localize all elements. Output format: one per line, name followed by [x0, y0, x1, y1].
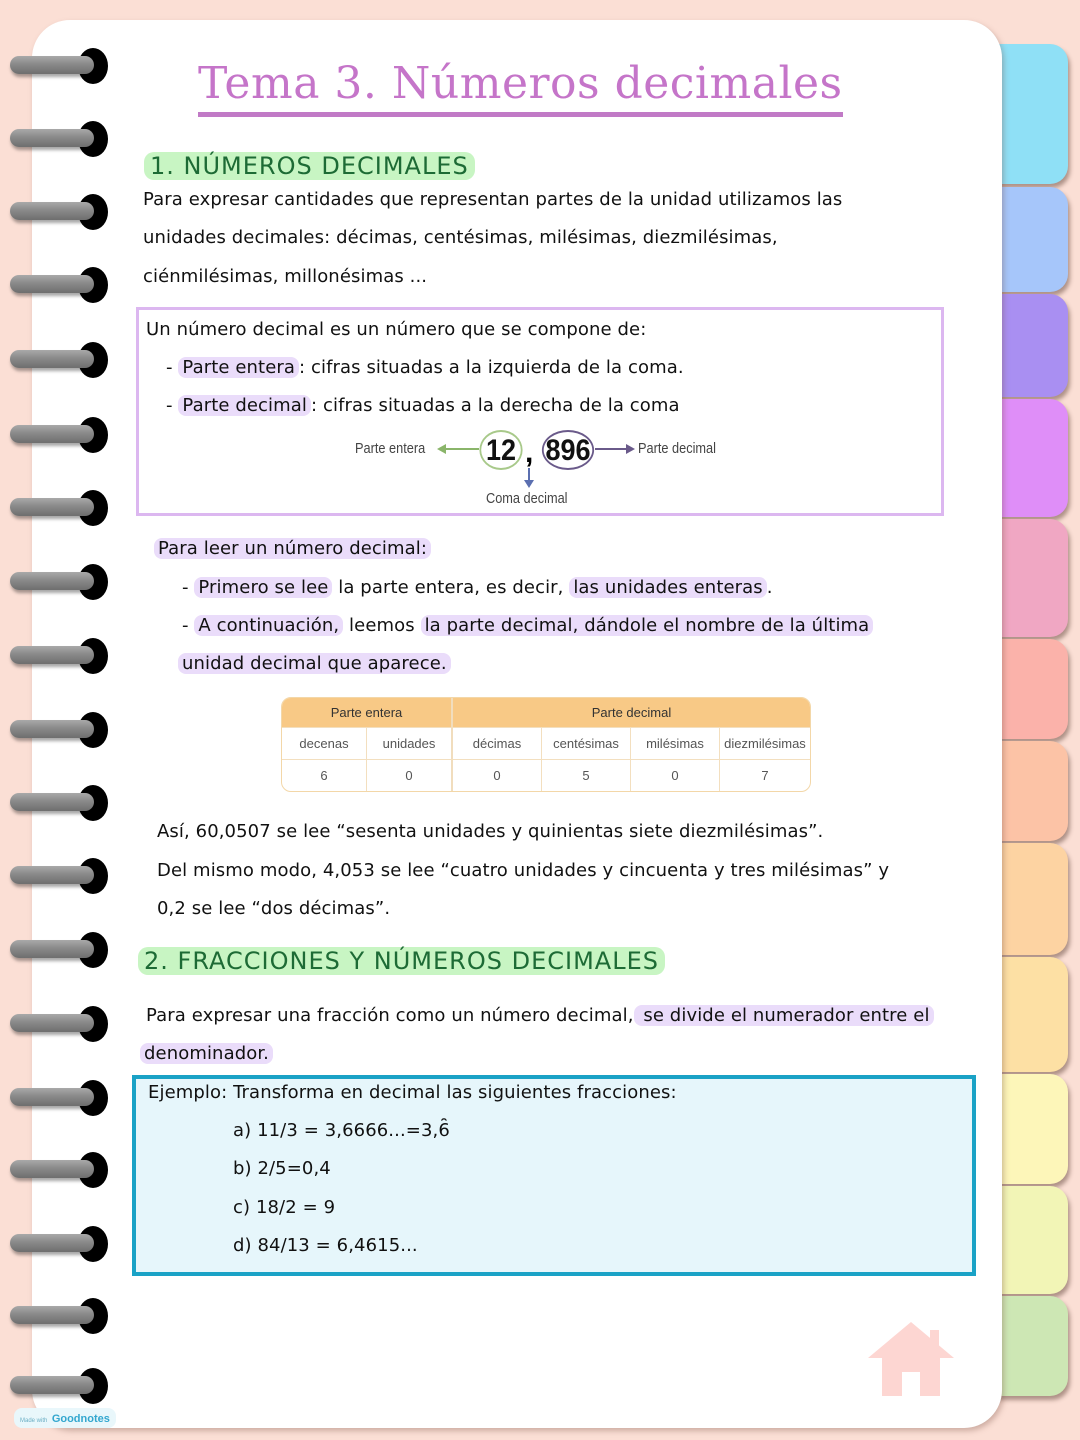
example-box-title: Ejemplo: Transforma en decimal las siguientes fracciones:	[148, 1082, 677, 1103]
intro-line-3: ciénmilésimas, millonésimas ...	[143, 266, 428, 287]
example-item-b: b) 2/5=0,4	[233, 1158, 331, 1179]
column-header: centésimas	[542, 727, 631, 759]
table-cell: 0	[631, 759, 720, 791]
diagram-right-label: Parte decimal	[638, 440, 716, 457]
fraction-rule-line-2: denominador.	[140, 1043, 273, 1064]
example-item-c: c) 18/2 = 9	[233, 1197, 336, 1218]
arrow-down-icon	[522, 468, 536, 488]
ring-icon	[8, 636, 104, 676]
ring-icon	[8, 192, 104, 232]
integer-part-circle: 12	[479, 430, 522, 470]
column-header: unidades	[367, 727, 453, 759]
ring-icon	[8, 1150, 104, 1190]
example-line-3: 0,2 se lee “dos décimas”.	[157, 898, 391, 919]
goodnotes-badge: Made with Goodnotes	[14, 1408, 116, 1428]
ring-icon	[8, 710, 104, 750]
place-value-table	[281, 697, 811, 792]
example-item-a: a) 11/3 = 3,6666...=3,6̑	[233, 1120, 450, 1141]
decimal-comma: ,	[525, 436, 534, 469]
section-1-heading: 1. NÚMEROS DECIMALES	[144, 152, 475, 180]
table-cell: 0	[367, 759, 453, 791]
example-item-d: d) 84/13 = 6,4615...	[233, 1235, 418, 1256]
ring-icon	[8, 46, 104, 86]
home-icon[interactable]	[868, 1320, 954, 1402]
reading-rule-2: - A continuación, leemos la parte decimal, dándole el nombre de la última	[182, 615, 873, 636]
intro-line-2: unidades decimales: décimas, centésimas, milésimas, diezmilésimas,	[143, 227, 778, 248]
diagram-left-label: Parte entera	[355, 440, 426, 457]
intro-line-1: Para expresar cantidades que representan partes de la unidad utilizamos las	[143, 189, 843, 210]
arrow-left-icon	[437, 442, 481, 456]
column-header: diezmilésimas	[720, 727, 810, 759]
ring-icon	[8, 415, 104, 455]
fraction-rule-line-1: Para expresar una fracción como un número decimal, se divide el numerador entre el	[146, 1005, 934, 1026]
definition-item-integer: - Parte entera : cifras situadas a la izquierda de la coma.	[166, 357, 684, 378]
term-parte-decimal: Parte decimal	[178, 395, 311, 416]
example-line-1: Así, 60,0507 se lee “sesenta unidades y quinientas siete diezmilésimas”.	[157, 821, 824, 842]
reading-heading: Para leer un número decimal:	[154, 538, 431, 559]
column-header: milésimas	[631, 727, 720, 759]
ring-icon	[8, 783, 104, 823]
diagram-bottom-label: Coma decimal	[486, 490, 568, 507]
reading-rule-2-cont: unidad decimal que aparece.	[178, 653, 451, 674]
ring-icon	[8, 488, 104, 528]
ring-icon	[8, 1366, 104, 1406]
decimal-part-circle: 896	[542, 430, 594, 470]
table-cell: 0	[453, 759, 542, 791]
table-header-row	[282, 727, 810, 759]
ring-icon	[8, 562, 104, 602]
decimal-parts-diagram	[355, 428, 735, 513]
ring-icon	[8, 1224, 104, 1264]
ring-icon	[8, 265, 104, 305]
ring-icon	[8, 856, 104, 896]
ring-icon	[8, 119, 104, 159]
table-cell: 7	[720, 759, 810, 791]
page-title: Tema 3. Números decimales	[198, 58, 843, 117]
term-parte-entera: Parte entera	[178, 357, 299, 378]
ring-icon	[8, 340, 104, 380]
table-cell: 5	[542, 759, 631, 791]
section-2-heading: 2. FRACCIONES Y NÚMEROS DECIMALES	[138, 947, 665, 975]
group-header-decimal: Parte decimal	[453, 698, 810, 727]
table-row	[282, 759, 810, 791]
column-header: décimas	[453, 727, 542, 759]
column-header: decenas	[282, 727, 367, 759]
example-line-2: Del mismo modo, 4,053 se lee “cuatro unidades y cincuenta y tres milésimas” y	[157, 860, 890, 881]
ring-icon	[8, 1004, 104, 1044]
ring-icon	[8, 1078, 104, 1118]
reading-rule-1: - Primero se lee la parte entera, es decir, las unidades enteras .	[182, 577, 773, 598]
table-cell: 6	[282, 759, 367, 791]
ring-icon	[8, 1296, 104, 1336]
arrow-right-icon	[595, 442, 635, 456]
definition-intro: Un número decimal es un número que se compone de:	[146, 319, 647, 340]
group-header-integer: Parte entera	[282, 698, 453, 727]
ring-icon	[8, 930, 104, 970]
definition-item-decimal: - Parte decimal : cifras situadas a la derecha de la coma	[166, 395, 680, 416]
